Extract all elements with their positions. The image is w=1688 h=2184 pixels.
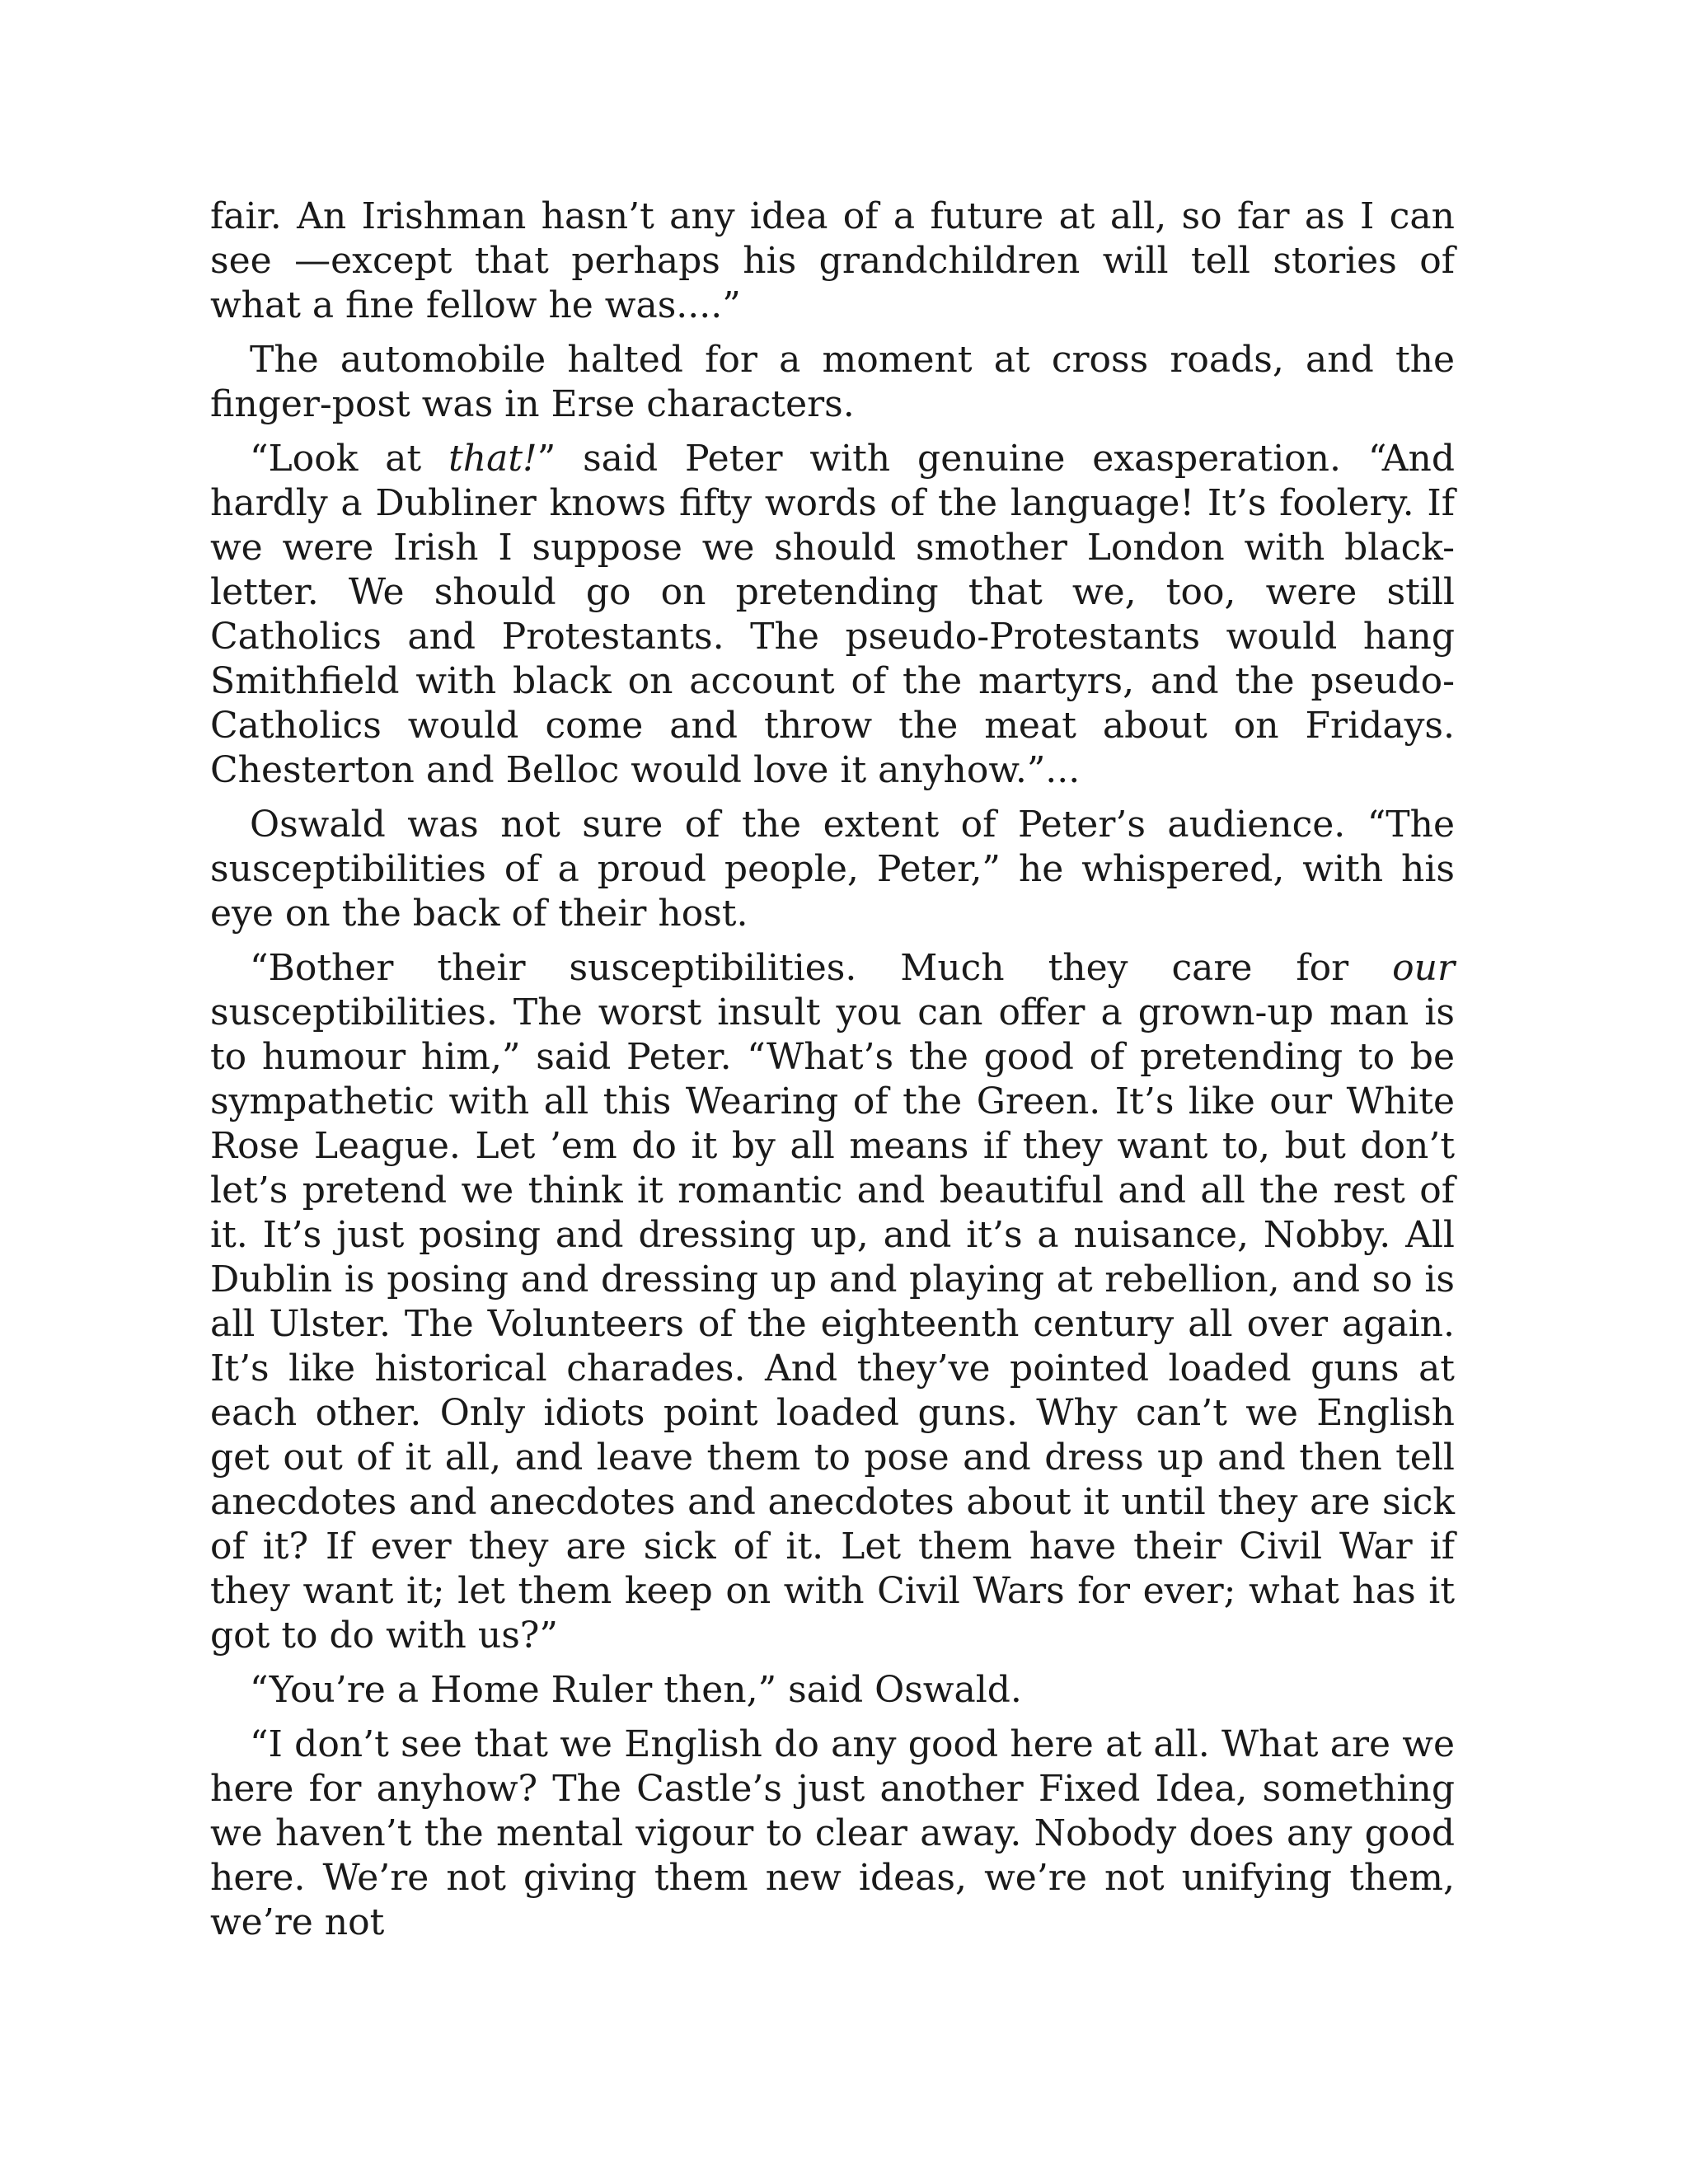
paragraph-3-italic: that! (448, 438, 537, 480)
paragraph-2 (210, 338, 1455, 427)
paragraph-6 (210, 1668, 1455, 1713)
paragraph-3 (210, 437, 1455, 793)
paragraph-4 (210, 803, 1455, 936)
paragraph-3-text-b: ” said Peter with genuine exasperation. “And hardly a Dubliner knows fifty words of the language! It’s foolery. If we were Irish I suppose we should smother London with black-letter. We should go on pretending that we, too, were still Catholics and Protestants. The pseudo-Protestants would hang Smithfield with black on account of the martyrs, and the pseudo-Catholics would come and throw the meat about on Fridays. Chesterton and Belloc would love it anyhow.”... (210, 438, 1455, 791)
paragraph-5-text-b: susceptibilities. The worst insult you can offer a grown-up man is to humour him,” said Peter. “What’s the good of pretending to be sympathetic with all this Wearing of the Green. It’s like our White Rose League. Let ’em do it by all means if they want to, but don’t let’s pretend we think it romantic and beautiful and all the rest of it. It’s just posing and dressing up, and it’s a nuisance, Nobby. All Dublin is posing and dressing up and playing at rebellion, and so is all Ulster. The Volunteers of the eighteenth century all over again. It’s like historical charades. And they’ve pointed loaded guns at each other. Only idiots point loaded guns. Why can’t we English get out of it all, and leave them to pose and dress up and then tell anecdotes and anecdotes and anecdotes about it until they are sick of it? If ever they are sick of it. Let them have their Civil War if they want it; let them keep on with Civil Wars for ever; what has it got to do with us?” (210, 991, 1455, 1657)
paragraph-3-text-a: “Look at (250, 438, 449, 480)
paragraph-5-text-a: “Bother their susceptibilities. Much they care for (250, 947, 1393, 989)
paragraph-1 (210, 194, 1455, 328)
paragraph-5 (210, 946, 1455, 1658)
paragraph-7 (210, 1722, 1455, 1945)
paragraph-7-text: “I don’t see that we English do any good here at all. What are we here for anyhow? The Castle’s just another Fixed Idea, something we haven’t the mental vigour to clear away. Nobody does any good here. We’re not giving them new ideas, we’re not unifying them, we’re not (210, 1723, 1455, 1943)
paragraph-6-text: “You’re a Home Ruler then,” said Oswald. (250, 1669, 1022, 1711)
paragraph-2-text: The automobile halted for a moment at cross roads, and the finger-post was in Erse characters. (210, 339, 1455, 425)
paragraph-1-text: fair. An Irishman hasn’t any idea of a future at all, so far as I can see —except that perhaps his grandchildren will tell stories of what a fine fellow he was....” (210, 195, 1455, 326)
paragraph-4-text: Oswald was not sure of the extent of Peter’s audience. “The susceptibilities of a proud people, Peter,” he whispered, with his eye on the back of their host. (210, 804, 1455, 935)
paragraph-5-italic: our (1392, 947, 1455, 989)
page-text (210, 194, 1455, 1955)
